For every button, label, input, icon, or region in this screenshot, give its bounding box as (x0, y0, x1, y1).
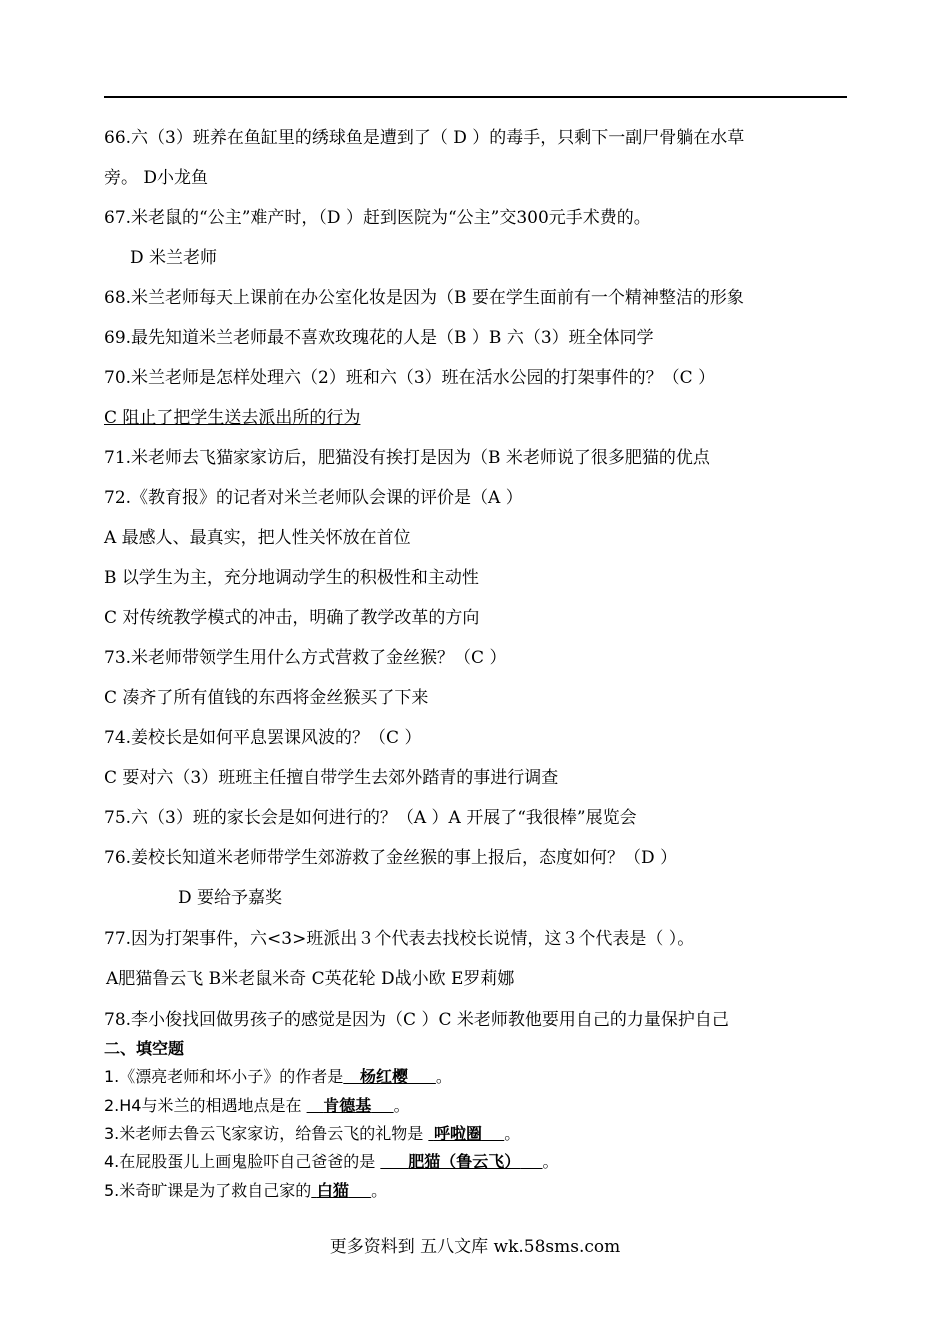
question-74: 74.姜校长是如何平息罢课风波的？（C ） (104, 728, 422, 748)
question-75: 75.六（3）班的家长会是如何进行的？（A ）A 开展了“我很棒”展览会 (104, 808, 637, 828)
fill-blank-4-text: 4.在屁股蛋儿上画鬼脸吓自己爸爸的是 (104, 1152, 381, 1171)
question-74-answer: C 要对六（3）班班主任擅自带学生去郊外踏青的事进行调查 (104, 768, 559, 788)
question-77: 77.因为打架事件，六<3>班派出３个代表去找校长说情，这３个代表是（ ）。 (104, 929, 695, 949)
question-72: 72.《教育报》的记者对米兰老师队会课的评价是（A ） (104, 488, 523, 508)
question-72-option-b: B 以学生为主，充分地调动学生的积极性和主动性 (104, 568, 479, 588)
question-70-answer: C 阻止了把学生送去派出所的行为 (104, 408, 361, 428)
question-67: 67.米老鼠的“公主”难产时，（D ）赶到医院为“公主”交300元手术费的。 (104, 208, 651, 228)
question-73: 73.米老师带领学生用什么方式营救了金丝猴？（C ） (104, 648, 507, 668)
question-72-option-c: C 对传统教学模式的冲击，明确了教学改革的方向 (104, 608, 480, 628)
question-71: 71.米老师去飞猫家家访后，肥猫没有挨打是因为（B 米老师说了很多肥猫的优点 (104, 448, 710, 468)
fill-blank-4: 4.在屁股蛋儿上画鬼脸吓自己爸爸的是 肥猫（鲁云飞） 。 (104, 1152, 559, 1171)
fill-blank-2: 2.H4与米兰的相遇地点是在 肯德基 。 (104, 1096, 410, 1115)
question-76-answer: D 要给予嘉奖 (178, 888, 283, 908)
question-66-line2: 旁。 D小龙鱼 (104, 168, 209, 188)
footer-source-note: 更多资料到 五八文库 wk.58sms.com (329, 1237, 621, 1257)
section-2-title: 二、填空题 (104, 1039, 185, 1058)
fill-blank-3: 3.米老师去鲁云飞家家访，给鲁云飞的礼物是 呼啦圈 。 (104, 1124, 521, 1143)
fill-blank-1-text: 1.《漂亮老师和坏小子》的作者是 (104, 1067, 344, 1086)
question-68: 68.米兰老师每天上课前在办公室化妆是因为（B 要在学生面前有一个精神整洁的形象 (104, 288, 744, 308)
question-76: 76.姜校长知道米老师带学生郊游救了金丝猴的事上报后，态度如何？（D ） (104, 848, 678, 868)
question-78: 78.李小俊找回做男孩子的感觉是因为（C ）C 米老师教他要用自己的力量保护自己 (104, 1010, 729, 1030)
question-66-line1: 66.六（3）班养在鱼缸里的绣球鱼是遭到了（ D ）的毒手，只剩下一副尸骨躺在水草 (104, 128, 745, 148)
fill-blank-1-answer: 杨红樱 (360, 1067, 409, 1086)
fill-blank-5-answer: 白猫 (316, 1181, 349, 1200)
header-rule (104, 96, 847, 98)
fill-blank-3-text: 3.米老师去鲁云飞家家访，给鲁云飞的礼物是 (104, 1124, 429, 1143)
fill-blank-3-answer: 呼啦圈 (433, 1124, 482, 1143)
question-73-answer: C 凑齐了所有值钱的东西将金丝猴买了下来 (104, 688, 429, 708)
question-67-answer: D 米兰老师 (130, 248, 218, 268)
fill-blank-1: 1.《漂亮老师和坏小子》的作者是 杨红樱 。 (104, 1067, 452, 1086)
question-70: 70.米兰老师是怎样处理六（2）班和六（3）班在活水公园的打架事件的？（C ） (104, 368, 716, 388)
question-69: 69.最先知道米兰老师最不喜欢玫瑰花的人是（B ）B 六（3）班全体同学 (104, 328, 654, 348)
fill-blank-2-text: 2.H4与米兰的相遇地点是在 (104, 1096, 307, 1115)
fill-blank-5: 5.米奇旷课是为了救自己家的 白猫 。 (104, 1181, 388, 1200)
question-72-option-a: A 最感人、最真实，把人性关怀放在首位 (104, 528, 411, 548)
fill-blank-2-answer: 肯德基 (323, 1096, 372, 1115)
fill-blank-4-answer: 肥猫（鲁云飞） (408, 1152, 521, 1171)
question-77-options: A肥猫鲁云飞 B米老鼠米奇 C英花轮 D战小欧 E罗莉娜 (106, 969, 515, 989)
fill-blank-5-text: 5.米奇旷课是为了救自己家的 (104, 1181, 312, 1200)
